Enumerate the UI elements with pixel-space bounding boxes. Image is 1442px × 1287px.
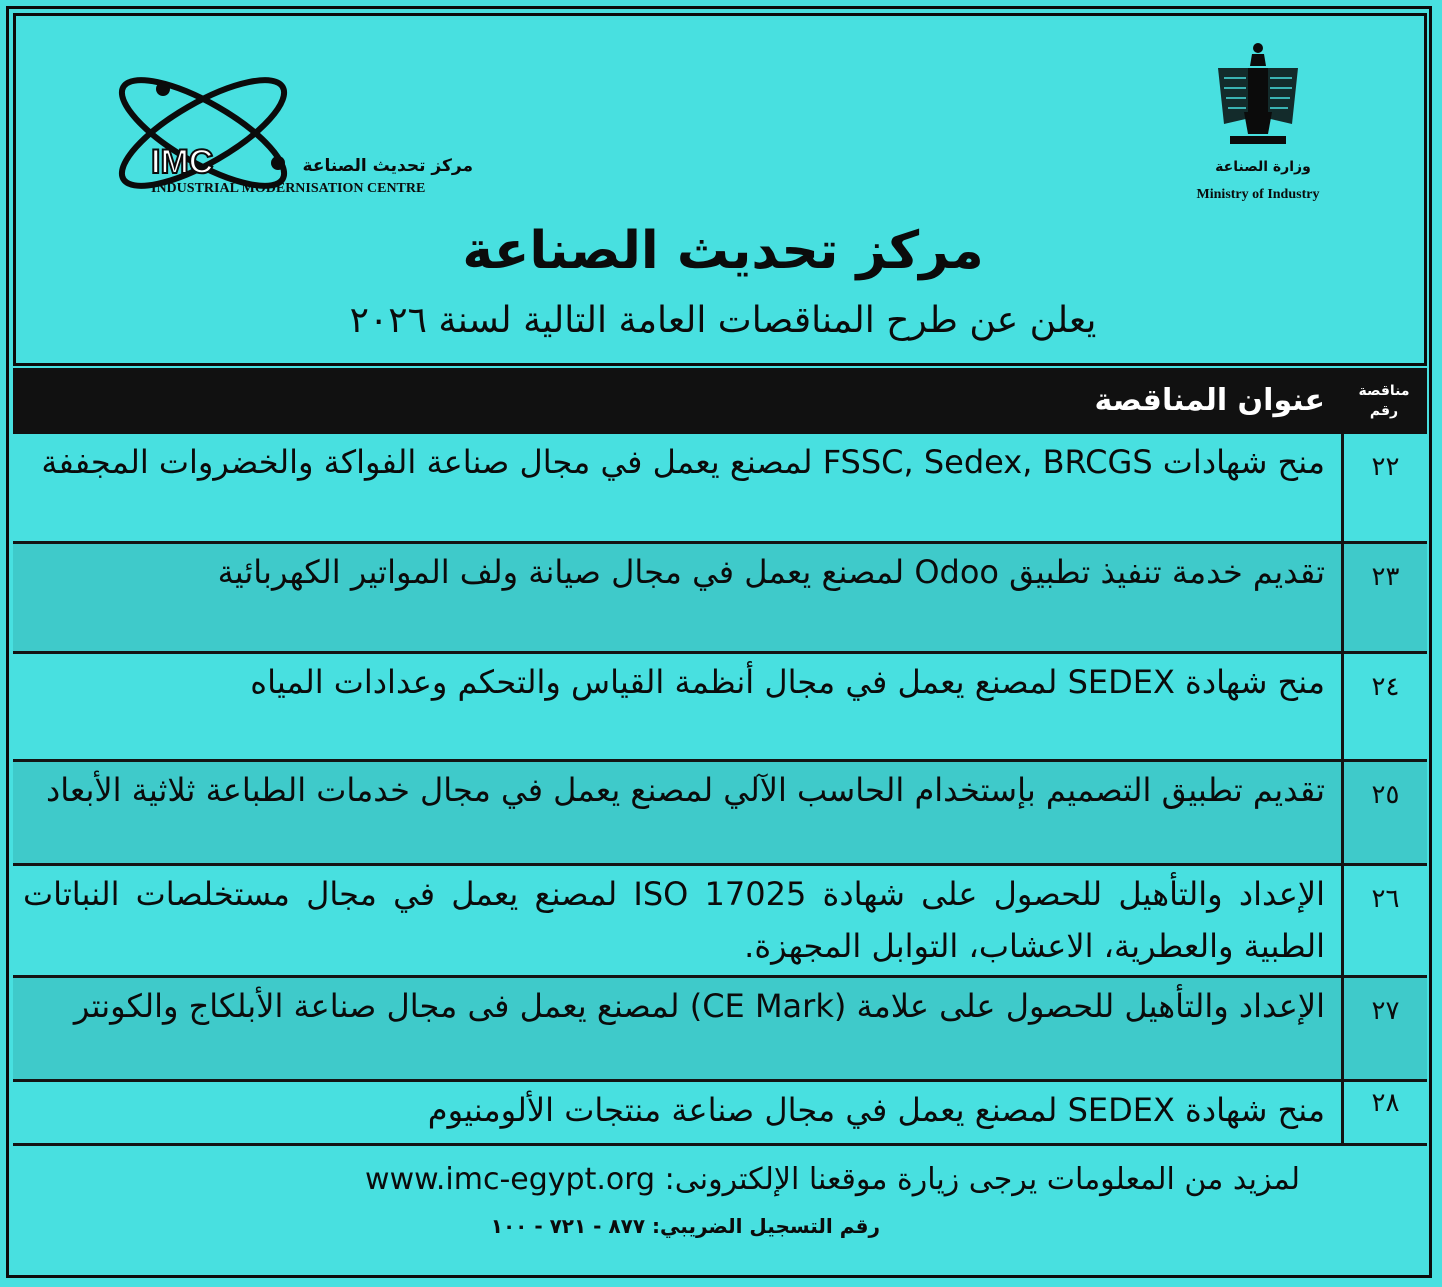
tender-title: منح شهادة SEDEX لمصنع يعمل في مجال صناعة منتجات الألومنيوم: [427, 1091, 1325, 1129]
table-row: [13, 544, 1427, 654]
ministry-name-english: Ministry of Industry: [1196, 187, 1320, 202]
imc-logo-text: IMC: [151, 143, 214, 181]
tender-title: تقديم خدمة تنفيذ تطبيق Odoo لمصنع يعمل في مجال صيانة ولف المواتير الكهربائية: [217, 553, 1325, 591]
tender-title: الإعداد والتأهيل للحصول على شهادة ISO 17025 لمصنع يعمل في مجال مستخلصات النباتات الطبية والعطرية، الاعشاب، التوابل المجهزة.: [23, 875, 1326, 965]
imc-name-arabic: مركز تحديث الصناعة: [302, 156, 473, 176]
table-row: [13, 866, 1427, 978]
table-row: [13, 978, 1427, 1082]
table-row: [13, 1082, 1427, 1146]
page-title: مركز تحديث الصناعة: [462, 221, 984, 281]
announcement-header: [13, 13, 1427, 366]
tender-number: ٢٥: [1341, 762, 1427, 863]
imc-name-english: INDUSTRIAL MODERNISATION CENTRE: [151, 181, 426, 196]
column-header-number-line1: مناقصة: [1358, 383, 1410, 399]
tender-title: تقديم تطبيق التصميم بإستخدام الحاسب الآلي لمصنع يعمل في مجال خدمات الطباعة ثلاثية الأبعاد: [46, 771, 1325, 809]
footer-tax-number: رقم التسجيل الضريبي: ٨٧٧ - ٧٢١ - ١٠٠: [490, 1214, 880, 1238]
page-subtitle: يعلن عن طرح المناقصات العامة التالية لسنة ٢٠٢٦: [349, 300, 1097, 341]
table-row: [13, 762, 1427, 866]
tender-title: الإعداد والتأهيل للحصول على علامة (CE Mark) لمصنع يعمل فى مجال صناعة الأبلكاج والكونتر: [73, 987, 1325, 1025]
column-header-number-line2: رقم: [1369, 403, 1399, 419]
column-header-title: عنوان المناقصة: [1094, 383, 1325, 418]
table-row: [13, 434, 1427, 544]
tender-number: ٢٣: [1341, 544, 1427, 651]
tender-number: ٢٦: [1341, 866, 1427, 975]
column-header-number: [1341, 368, 1427, 434]
footer-website-info: لمزيد من المعلومات يرجى زيارة موقعنا الإلكترونى: www.imc-egypt.org: [365, 1162, 1300, 1197]
table-header: [13, 368, 1427, 434]
tender-title: منح شهادة SEDEX لمصنع يعمل في مجال أنظمة القياس والتحكم وعدادات المياه: [250, 663, 1325, 701]
eagle-emblem-icon: [1208, 38, 1308, 150]
tender-title: منح شهادات FSSC, Sedex, BRCGS لمصنع يعمل في مجال صناعة الفواكة والخضروات المجففة: [41, 443, 1325, 481]
table-row: [13, 654, 1427, 762]
ministry-name-arabic: وزارة الصناعة: [1215, 159, 1311, 175]
tender-number: ٢٧: [1341, 978, 1427, 1079]
tender-number: ٢٨: [1341, 1082, 1427, 1143]
tender-number: ٢٤: [1341, 654, 1427, 759]
tender-number: ٢٢: [1341, 434, 1427, 541]
